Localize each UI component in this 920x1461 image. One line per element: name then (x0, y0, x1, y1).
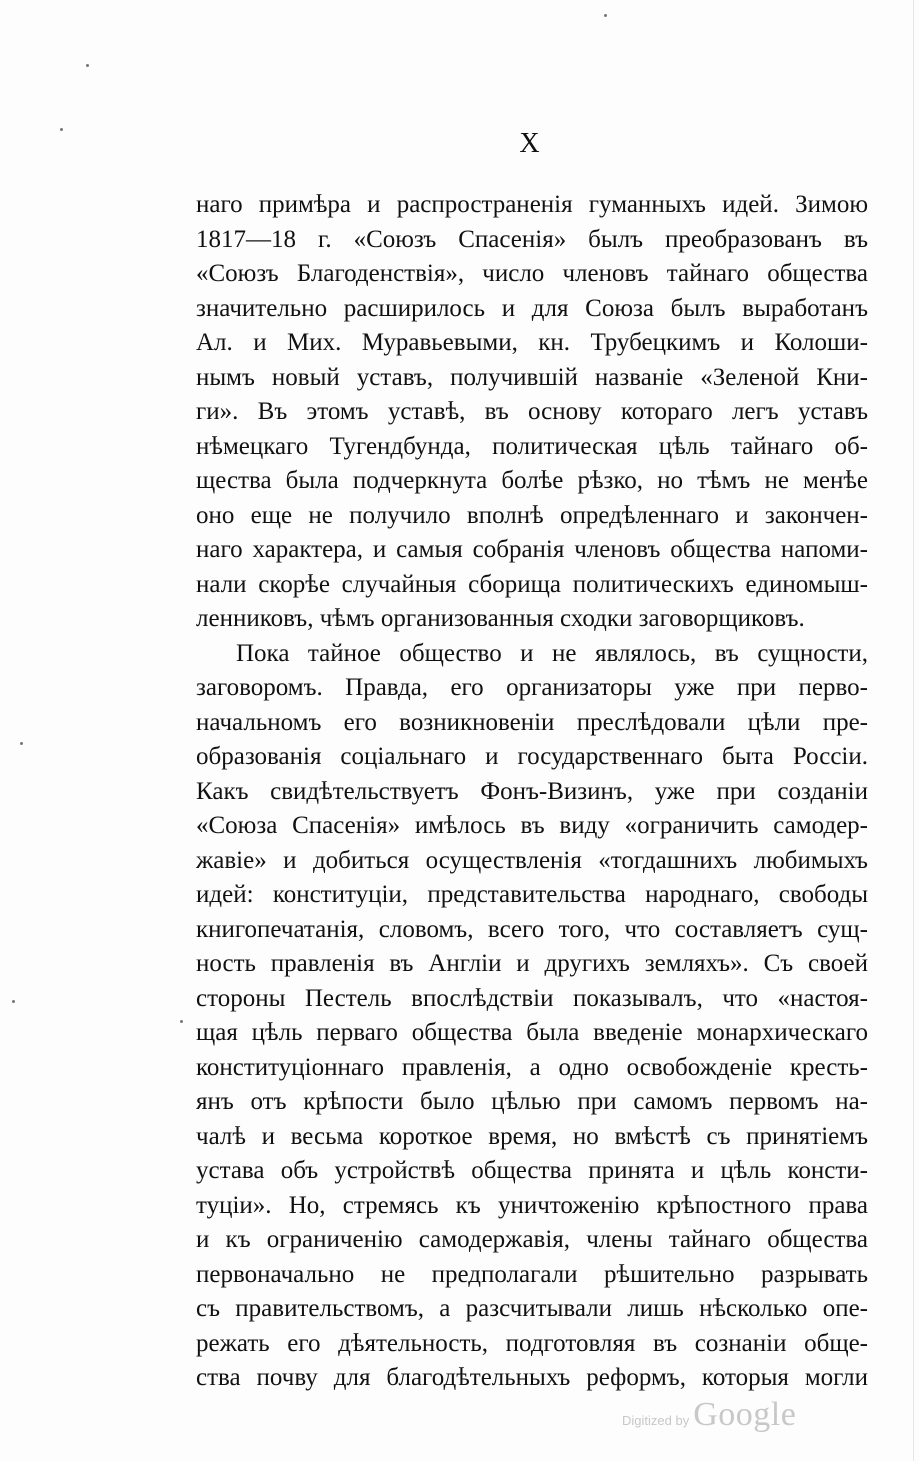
scan-speck (12, 1000, 15, 1003)
text-line: Пока тайное общество и не являлось, въ сущности, (236, 639, 868, 667)
text-line: заговоромъ. Правда, его организаторы уже при перво- (196, 674, 868, 701)
text-line: 1817—18 г. «Союзъ Спасенія» былъ преобразованъ въ (196, 225, 868, 253)
page-edge-shadow (913, 0, 914, 1461)
digitized-by-watermark (622, 1396, 796, 1434)
text-line: Какъ свидѣтельствуетъ Фонъ-Визинъ, уже при созданіи (196, 777, 868, 805)
text-line: режать его дѣятельность, подготовляя въ сознаніи обще- (196, 1329, 868, 1357)
text-line: «Союзъ Благоденствія», число членовъ тайнаго общества (196, 260, 868, 287)
scan-speck (604, 14, 607, 17)
text-line: устава объ устройствѣ общества принята и цѣль консти- (196, 1157, 868, 1184)
text-line: первоначально не предполагали рѣшительно разрывать (196, 1260, 868, 1288)
text-line: Ал. и Мих. Муравьевыми, кн. Трубецкимъ и Колоши- (196, 329, 868, 356)
text-line: ги». Въ этомъ уставѣ, въ основу котораго легъ уставъ (196, 398, 868, 425)
watermark-prefix: Digitized by (622, 1413, 690, 1428)
page-number: X (519, 128, 541, 159)
text-line: идей: конституціи, представительства народнаго, свободы (196, 881, 868, 908)
text-line: нали скорѣе случайныя сборища политическихъ единомыш- (196, 570, 868, 598)
text-line: конституціоннаго правленія, а одно освобожденіе кресть- (196, 1053, 868, 1081)
scan-speck (180, 1020, 183, 1023)
text-line: нымъ новый уставъ, получившій названіе «Зеленой Кни- (196, 363, 868, 391)
body-text (196, 188, 868, 1396)
text-line: наго характера, и самыя собранія членовъ общества напоми- (196, 536, 868, 563)
text-line: значительно расширилось и для Союза былъ выработанъ (196, 294, 868, 322)
text-line: янъ отъ крѣпости было цѣлью при самомъ первомъ на- (196, 1088, 868, 1115)
scan-speck (20, 742, 23, 745)
text-line: начальномъ его возникновеніи преслѣдовали цѣли пре- (196, 708, 868, 736)
text-line: ность правленія въ Англіи и другихъ земляхъ». Съ своей (196, 950, 868, 977)
text-line: туціи». Но, стремясь къ уничтоженію крѣпостного права (196, 1191, 868, 1219)
text-line: «Союза Спасенія» имѣлось въ виду «ограничить самодер- (196, 812, 868, 839)
text-line: нѣмецкаго Тугендбунда, политическая цѣль тайнаго об- (196, 432, 868, 460)
watermark-brand-logo: Google (693, 1396, 797, 1433)
text-line: образованія соціальнаго и государственнаго быта Россіи. (196, 743, 868, 770)
text-line: оно еще не получило вполнѣ опредѣленнаго и закончен- (196, 501, 868, 529)
text-line: щества была подчеркнута болѣе рѣзко, но тѣмъ не менѣе (196, 467, 868, 494)
text-line: ства почву для благодѣтельныхъ реформъ, которыя могли (196, 1364, 868, 1391)
text-line: чалѣ и весьма короткое время, но вмѣстѣ съ принятіемъ (196, 1122, 868, 1150)
text-line: наго примѣра и распространенія гуманныхъ идей. Зимою (196, 191, 868, 218)
text-line: книгопечатанія, словомъ, всего того, что составляетъ сущ- (196, 915, 868, 943)
text-line: съ правительствомъ, а разсчитывали лишь нѣсколько опе- (196, 1295, 868, 1322)
scan-speck (86, 64, 89, 67)
text-line: ленниковъ, чѣмъ организованныя сходки заговорщиковъ. (196, 605, 805, 632)
text-line: и къ ограниченію самодержавія, члены тайнаго общества (196, 1226, 868, 1253)
text-line: стороны Пестель впослѣдствіи показывалъ, что «настоя- (196, 984, 868, 1012)
text-line: жавіе» и добиться осуществленія «тогдашнихъ любимыхъ (196, 846, 868, 874)
text-line: щая цѣль перваго общества была введеніе монархическаго (196, 1019, 868, 1046)
